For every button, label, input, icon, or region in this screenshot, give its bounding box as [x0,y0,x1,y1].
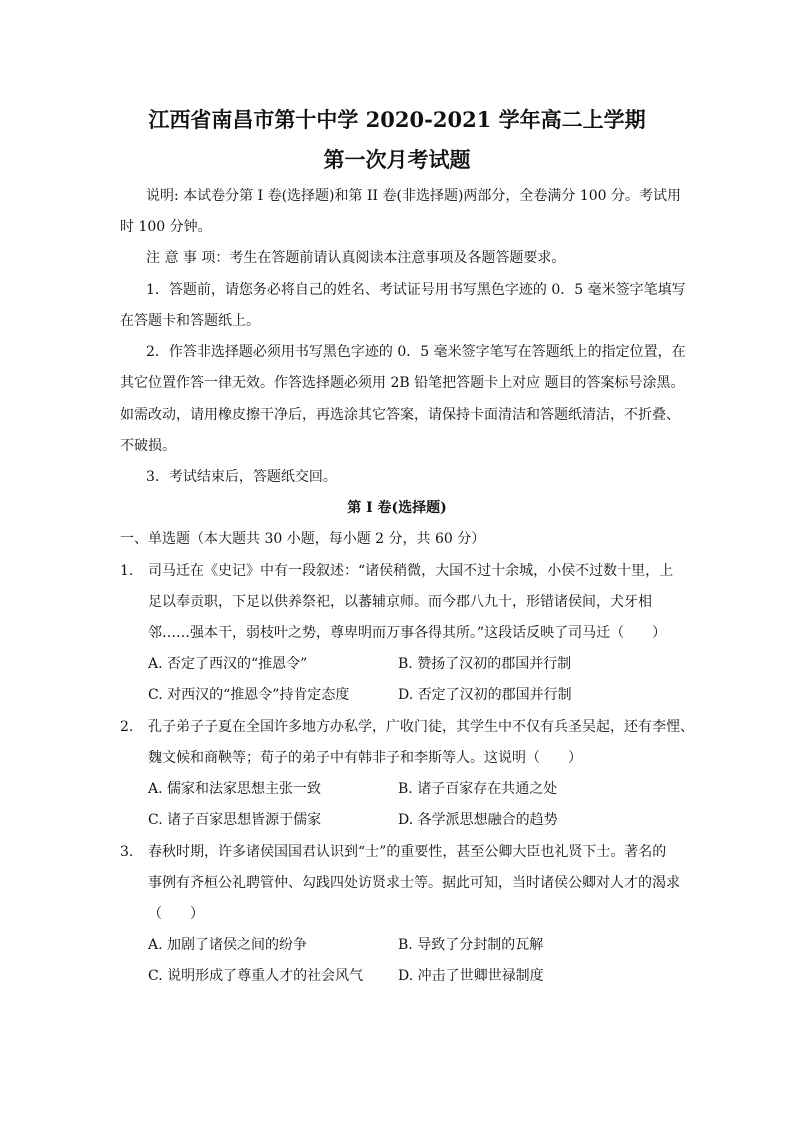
question-2-option-a[interactable]: A. 儒家和法家思想主张一致 [148,781,322,797]
question-1-line3: 邻……强本干，弱枝叶之势，尊卑明而万事各得其所。”这段话反映了司马迁（ ） [148,625,667,641]
question-1-option-a[interactable]: A. 否定了西汉的“推恩令” [148,656,308,672]
question-3-line3: （ ） [148,906,204,922]
question-2-line2: 魏文候和商鞅等；荀子的弟子中有韩非子和李斯等人。这说明（ ） [148,750,582,766]
description-line1: 说明: 本试卷分第 I 卷(选择题)和第 II 卷(非选择题)两部分，全卷满分 100 分。考试用 [146,188,682,204]
instruction-item1-line2: 在答题卡和答题纸上。 [120,313,260,329]
question-3-option-b[interactable]: B. 导致了分封制的瓦解 [398,937,544,953]
section-heading: 一、单选题（本大题共 30 小题，每小题 2 分，共 60 分） [120,531,486,547]
question-2-option-b[interactable]: B. 诸子百家存在共通之处 [398,781,558,797]
exam-title-line2: 第一次月考试题 [323,147,471,172]
instruction-item2-line1: 2．作答非选择题必须用书写黑色字迹的 0．5 毫米签字笔写在答题纸上的指定位置，在 [146,344,686,360]
question-3-number: 3. [120,844,134,860]
instruction-item1-line1: 1．答题前，请您务必将自己的姓名、考试证号用书写黑色字迹的 0．5 毫米签字笔填写 [146,282,686,298]
instruction-item2-line2: 其它位置作答一律无效。作答选择题必须用 2B 铅笔把答题卡上对应 题目的答案标号涂黑。 [120,375,685,391]
question-1-line2: 足以奉贡职，下足以供养祭祀，以蕃辅京师。而今郡八九十，形错诸侯间，犬牙相 [148,594,652,610]
instruction-item2-line4: 不破损。 [120,438,176,454]
question-2-option-c[interactable]: C. 诸子百家思想皆源于儒家 [148,812,322,828]
question-2-line1: 孔子弟子子夏在全国许多地方办私学，广收门徒，其学生中不仅有兵圣吴起，还有李悝、 [148,719,694,735]
instruction-item2-line3: 如需改动，请用橡皮擦干净后，再选涂其它答案，请保持卡面清洁和答题纸清洁，不折叠、 [120,407,680,423]
question-3-option-d[interactable]: D. 冲击了世卿世禄制度 [398,968,544,984]
question-2-option-d[interactable]: D. 各学派思想融合的趋势 [398,812,558,828]
question-1-option-c[interactable]: C. 对西汉的“推恩令”持肯定态度 [148,687,350,703]
exam-title-line1: 江西省南昌市第十中学 2020-2021 学年高二上学期 [148,107,646,132]
question-1-line1: 司马迁在《史记》中有一段叙述：“诸侯稍微，大国不过十余城，小侯不过数十里，上 [148,563,674,579]
question-1-number: 1. [120,563,134,579]
question-3-line2: 事例有齐桓公礼聘管仲、勾践四处访贤求士等。据此可知，当时诸侯公卿对人才的渴求 [148,875,680,891]
description-line2: 时 100 分钟。 [120,219,212,235]
question-1-option-b[interactable]: B. 赞扬了汉初的郡国并行制 [398,656,572,672]
question-3-option-c[interactable]: C. 说明形成了尊重人才的社会风气 [148,968,364,984]
question-2-number: 2. [120,719,134,735]
question-1-option-d[interactable]: D. 否定了汉初的郡国并行制 [398,687,572,703]
section-title: 第 I 卷(选择题) [347,500,447,516]
instruction-item3: 3．考试结束后，答题纸交回。 [146,469,337,485]
question-3-line1: 春秋时期，许多诸侯国国君认识到“士”的重要性，甚至公卿大臣也礼贤下士。著名的 [148,844,667,860]
notice-line: 注 意 事 项：考生在答题前请认真阅读本注意事项及各题答题要求。 [146,250,566,266]
question-3-option-a[interactable]: A. 加剧了诸侯之间的纷争 [148,937,308,953]
